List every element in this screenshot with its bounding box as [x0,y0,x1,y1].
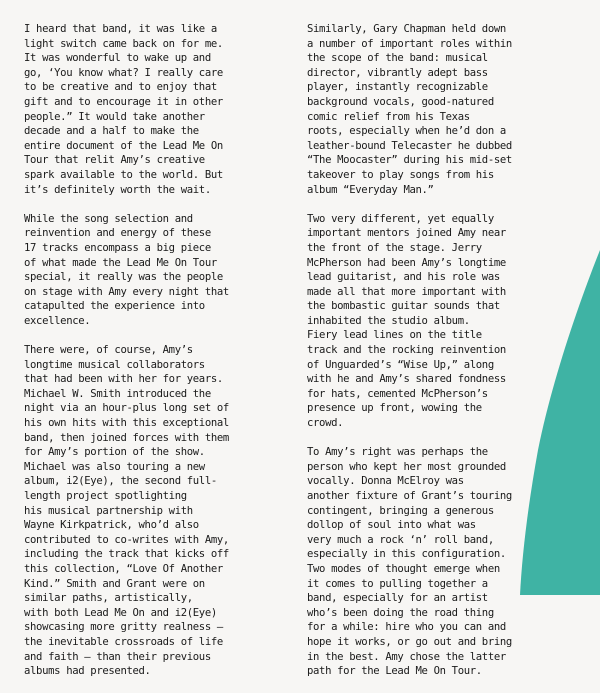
text-line: in the best. Amy chose the latter [307,650,506,663]
text-line: for hats, cemented McPherson’s [307,387,488,400]
text-line: with both Lead Me On and i2(Eye) [24,606,217,619]
text-line: the scope of the band: musical [307,52,488,65]
text-line: the inevitable crossroads of life [24,635,223,648]
text-line: McPherson had been Amy’s longtime [307,256,506,269]
right-text-column [307,22,557,693]
text-line: While the song selection and [24,212,193,225]
text-line: who’s been doing the road thing [307,606,494,619]
text-line: reinvention and energy of these [24,227,211,240]
text-line: person who kept her most grounded [307,460,506,473]
text-line: for a while: hire who you can and [307,621,506,634]
text-line: showcasing more gritty realness – [24,621,223,634]
text-line: excellence. [24,314,91,327]
text-line: Michael was also touring a new [24,460,205,473]
text-line: Fiery lead lines on the title [307,329,482,342]
text-line: his own hits with this exceptional [24,417,229,430]
text-line: entire document of the Lead Me On [24,139,223,152]
text-line: There were, of course, Amy’s [24,344,193,357]
text-line: lead guitarist, and his role was [307,271,500,284]
text-line: the bombastic guitar sounds that [307,300,500,313]
text-line: I heard that band, it was like a [24,23,217,35]
text-line: people.” It would take another [24,110,205,123]
text-line: dollop of soul into what was [307,519,476,532]
text-line: contingent, bringing a generous [307,504,494,517]
text-line: it comes to pulling together a [307,577,488,590]
text-line: album “Everyday Man.” [307,183,434,196]
text-line: Two modes of thought emerge when [307,562,500,575]
text-line: 17 tracks encompass a big piece [24,241,211,254]
text-line: spark available to the world. But [24,168,223,181]
text-line: background vocals, good-natured [307,95,494,108]
text-line: very much a rock ‘n’ roll band, [307,533,494,546]
text-line: including the track that kicks off [24,548,229,561]
text-line: it’s definitely worth the wait. [24,183,211,196]
text-line: “The Moocaster” during his mid-set [307,154,512,167]
text-line: track and the rocking reinvention [307,344,506,357]
text-line: takeover to play songs from his [307,168,494,181]
text-line: Wayne Kirkpatrick, who’d also [24,519,199,532]
text-line: decade and a half to make the [24,125,199,138]
text-line: comic relief from his Texas [307,110,470,123]
text-line: vocally. Donna McElroy was [307,475,464,488]
text-line: director, vibrantly adept bass [307,66,488,79]
paragraph-musical-collaborators [24,343,294,679]
paragraph-song-selection [24,212,294,329]
text-line: albums had presented. [24,665,151,678]
text-line: crowd. [307,417,344,430]
text-line: his musical partnership with [24,504,193,517]
text-line: gift and to encourage it in other [24,95,223,108]
text-line: player, instantly recognizable [307,81,488,94]
paragraph-band-light-switch [24,22,294,197]
text-line: Kind.” Smith and Grant were on [24,577,205,590]
text-line: that had been with her for years. [24,373,223,386]
text-line: of what made the Lead Me On Tour [24,256,217,269]
left-text-column [24,22,294,693]
text-line: a number of important roles within [307,37,512,50]
text-line: presence up front, wowing the [307,402,482,415]
paragraph-donna-mcelroy [307,445,557,679]
text-line: leather-bound Telecaster he dubbed [307,139,512,152]
text-line: hope it works, or go out and bring [307,635,512,648]
text-line: Tour that relit Amy’s creative [24,154,205,167]
text-line: path for the Lead Me On Tour. [307,665,482,678]
text-line: inhabited the studio album. [307,314,470,327]
text-line: length project spotlighting [24,490,187,502]
text-line: of Unguarded’s “Wise Up,” along [307,358,494,371]
text-line: album, i2(Eye), the second full- [24,475,217,488]
paragraph-gary-chapman [307,22,557,197]
text-line: Similarly, Gary Chapman held down [307,23,506,35]
text-line: roots, especially when he’d don a [307,125,506,138]
text-line: with he and Amy’s shared fondness [307,373,506,386]
text-line: special, it really was the people [24,271,223,284]
text-line: longtime musical collaborators [24,358,205,371]
text-line: to be creative and to enjoy that [24,81,217,94]
text-line: another fixture of Grant’s touring [307,490,512,502]
text-line: important mentors joined Amy near [307,227,506,240]
text-line: go, ‘You know what? I really care [24,66,223,79]
text-line: catapulted the experience into [24,300,205,313]
text-line: Michael W. Smith introduced the [24,387,211,400]
text-line: band, especially for an artist [307,592,488,605]
text-line: the front of the stage. Jerry [307,241,482,254]
text-line: on stage with Amy every night that [24,285,229,298]
text-line: and faith – than their previous [24,650,211,663]
text-line: this collection, “Love Of Another [24,562,223,575]
text-line: Two very different, yet equally [307,212,494,225]
text-line: light switch came back on for me. [24,37,223,50]
text-line: similar paths, artistically, [24,592,193,605]
text-line: especially in this configuration. [307,548,506,561]
text-line: To Amy’s right was perhaps the [307,446,488,459]
text-line: contributed to co-writes with Amy, [24,533,229,546]
text-line: It was wonderful to wake up and [24,52,211,65]
text-line: for Amy’s portion of the show. [24,446,205,459]
text-line: band, then joined forces with them [24,431,229,444]
text-line: night via an hour-plus long set of [24,402,229,415]
paragraph-mentors [307,212,557,431]
text-line: made all that more important with [307,285,506,298]
